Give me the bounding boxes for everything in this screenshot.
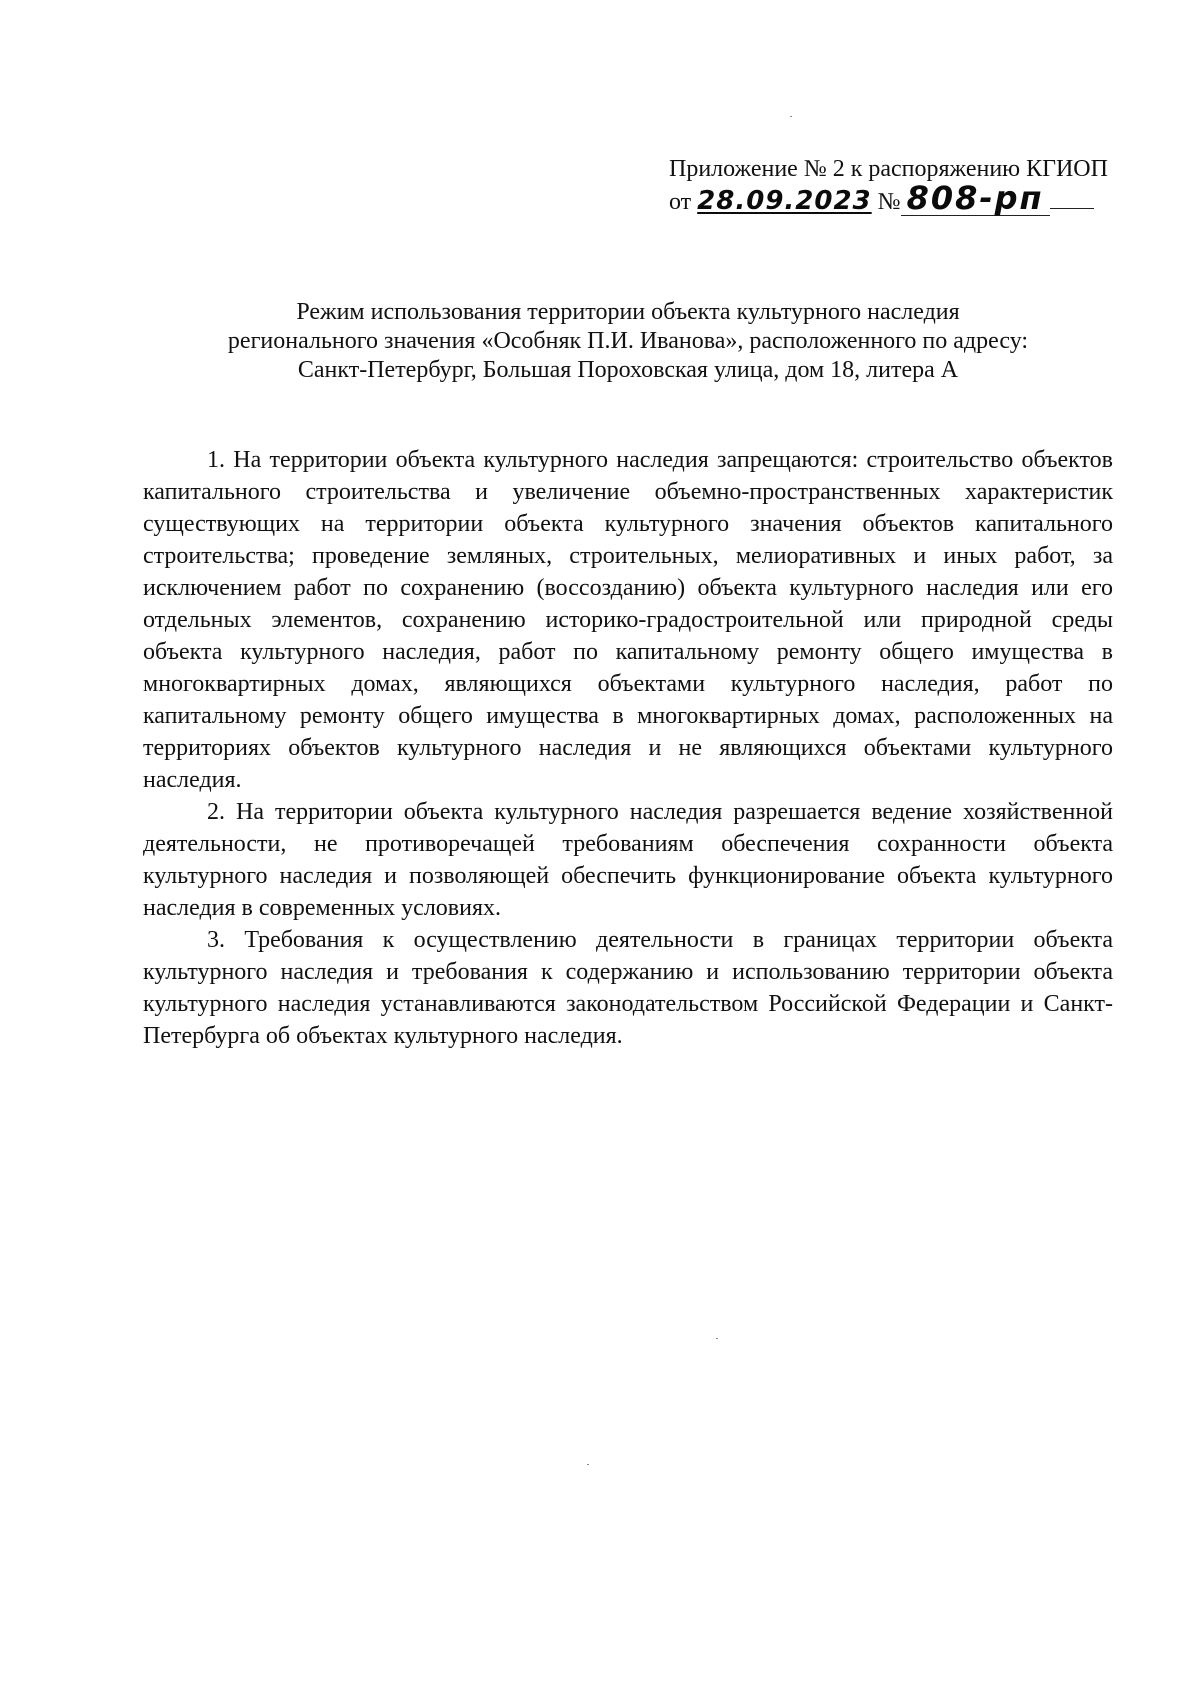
number-underline <box>1050 207 1094 209</box>
scan-speck <box>716 1338 718 1339</box>
title-line-2: регионального значения «Особняк П.И. Иванова», расположенного по адресу: <box>227 328 1029 354</box>
number-sign: № <box>877 189 901 215</box>
paragraph-3: 3. Требования к осуществлению деятельности в границах территории объекта культурного наследия и требования к содержанию и использованию территории объекта культурного наследия устанавливаются законодательством Российской Федерации и Санкт-Петербурга об объектах культурного наследия. <box>143 927 1113 1049</box>
scan-speck <box>790 116 792 117</box>
title-line-3: Санкт-Петербург, Большая Пороховская улица, дом 18, литера А <box>297 357 959 383</box>
appendix-title: Приложение № 2 к распоряжению КГИОП <box>669 156 1108 182</box>
document-title <box>143 298 1113 385</box>
title-line-1: Режим использования территории объекта культурного наследия <box>296 299 960 325</box>
paragraph-1: 1. На территории объекта культурного наследия запрещаются: строительство объектов капитального строительства и увеличение объемно-пространственных характеристик существующих на территории объекта культурного значения объектов капитального строительства; проведение земляных, строительных, мелиоративных и иных работ, за исключением работ по сохранению (воссозданию) объекта культурного наследия или его отдельных элементов, сохранению историко-градостроительной или природной среды объекта культурного наследия, работ по капитальному ремонту общего имущества в многоквартирных домах, являющихся объектами культурного наследия, работ по капитальному ремонту общего имущества в многоквартирных домах, расположенных на территориях объектов культурного наследия и не являющихся объектами культурного наследия. <box>143 447 1113 793</box>
paragraph-2: 2. На территории объекта культурного наследия разрешается ведение хозяйственной деятельности, не противоречащей требованиям обеспечения сохранности объекта культурного наследия и позволяющей обеспечить функционирование объекта культурного наследия в современных условиях. <box>143 799 1113 921</box>
document-body <box>143 444 1113 1052</box>
appendix-header <box>669 153 1129 218</box>
handwritten-date: 28.09.2023 <box>697 186 872 216</box>
order-reference <box>669 179 1129 218</box>
date-prefix: от <box>669 189 692 215</box>
handwritten-order-number: 808-рп <box>906 179 1044 217</box>
scan-speck <box>587 1464 589 1465</box>
